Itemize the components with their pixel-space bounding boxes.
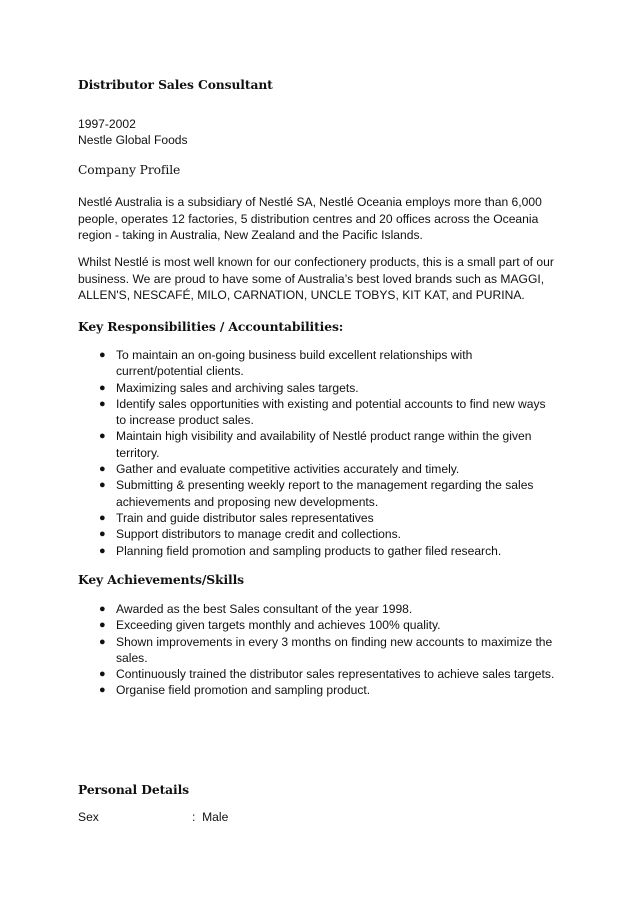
responsibilities-heading: Key Responsibilities / Accountabilities: — [78, 319, 344, 334]
bullet-icon: ● — [99, 528, 106, 541]
bullet-icon: ● — [99, 635, 106, 648]
job-title: Distributor Sales Consultant — [78, 77, 273, 92]
list-item: ● Identify sales opportunities with existing and potential accounts to find new ways to increase product sales. — [99, 396, 546, 428]
list-item: ● To maintain an on-going business build excellent relationships with current/potential clients. — [99, 348, 473, 379]
list-item: ● Gather and evaluate competitive activities accurately and timely. — [99, 462, 460, 477]
bullet-icon: ● — [99, 684, 106, 697]
achievements-list — [78, 601, 556, 699]
list-item: ● Train and guide distributor sales representatives — [99, 510, 374, 525]
company-profile-paragraph-2: Whilst Nestlé is most well known for our confectionery products, this is a small part of our business. We are proud to have some of Australia’s best loved brands such as MAGGI, ALLEN'S, NESCAFÉ, MILO, CARNATION, UNCLE TOBYS, KIT KAT, and PURINA. — [78, 255, 554, 302]
company-profile-heading: Company Profile — [78, 163, 181, 177]
list-item: ● Maintain high visibility and availability of Nestlé product range within the given territory. — [99, 429, 532, 460]
job-years: 1997-2002 — [78, 117, 136, 131]
bullet-icon: ● — [99, 544, 106, 557]
bullet-icon: ● — [99, 430, 106, 443]
bullet-icon: ● — [99, 668, 106, 681]
bullet-icon: ● — [99, 349, 106, 361]
bullet-icon: ● — [99, 397, 106, 410]
bullet-icon: ● — [99, 463, 106, 476]
responsibilities-list — [78, 347, 556, 559]
achievements-heading: Key Achievements/Skills — [78, 572, 245, 587]
list-item: ● Exceeding given targets monthly and achieves 100% quality. — [99, 618, 441, 633]
detail-separator: : Male — [192, 810, 229, 824]
personal-details-heading: Personal Details — [78, 782, 190, 797]
company-profile-paragraph-1: Nestlé Australia is a subsidiary of Nestlé SA, Nestlé Oceania employs more than 6,000 people, operates 12 factories, 5 distribution centres and 20 offices across the Oceania region - taking in Australia, New Zealand and the Pacific Islands. — [78, 195, 542, 242]
bullet-icon: ● — [99, 511, 106, 524]
list-item: ● Continuously trained the distributor sales representatives to achieve sales targets. — [99, 667, 555, 682]
detail-label: Sex — [78, 810, 99, 824]
bullet-icon: ● — [99, 479, 106, 492]
list-item: ● Awarded as the best Sales consultant of the year 1998. — [99, 602, 413, 616]
company-name: Nestle Global Foods — [78, 133, 188, 147]
bullet-icon: ● — [99, 381, 106, 394]
bullet-icon: ● — [99, 603, 106, 615]
list-item: ● Submitting & presenting weekly report to the management regarding the sales achievements and proposing new developments. — [99, 478, 534, 509]
list-item: ● Planning field promotion and sampling products to gather filed research. — [99, 543, 502, 558]
bullet-icon: ● — [99, 619, 106, 632]
list-item: ● Organise field promotion and sampling product. — [99, 683, 371, 698]
detail-value: Male — [202, 810, 229, 824]
list-item: ● Maximizing sales and archiving sales targets. — [99, 380, 359, 395]
list-item: ● Shown improvements in every 3 months on finding new accounts to maximize the sales. — [99, 634, 553, 665]
personal-detail-row-sex — [78, 810, 378, 824]
list-item: ● Support distributors to manage credit and collections. — [99, 527, 402, 542]
